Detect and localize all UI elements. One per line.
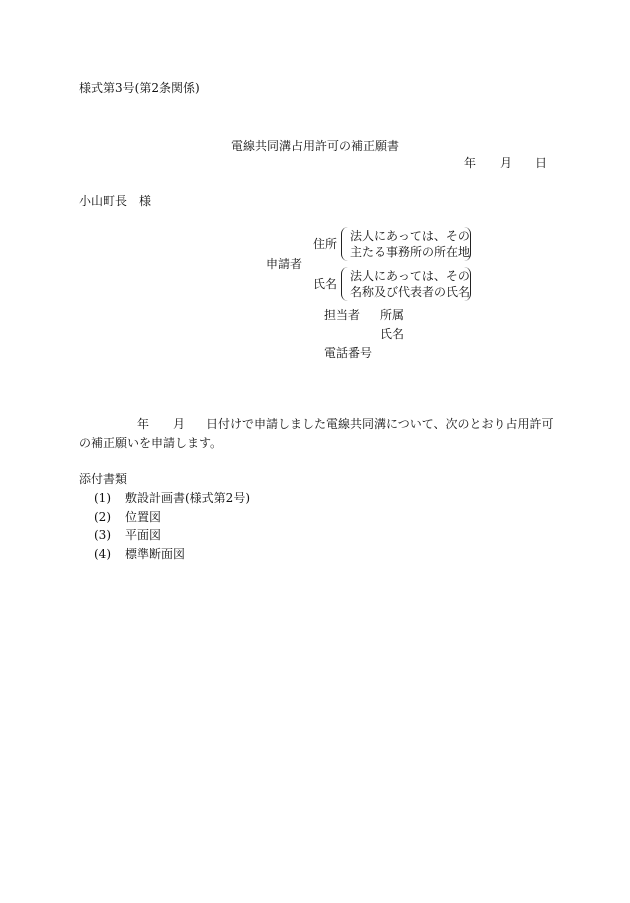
body-year: 年 [137, 417, 150, 431]
document-title: 電線共同溝占用許可の補正願書 [231, 139, 400, 153]
form-number: 様式第3号(第2条関係) [79, 81, 200, 95]
attachment-item: 標準断面図 [125, 547, 186, 561]
date-day: 日 [535, 156, 548, 170]
contact-name-label: 氏名 [380, 327, 405, 341]
attachment-item: 敷設計画書(様式第2号) [125, 491, 250, 505]
address-note-line: 法人にあっては、その [350, 229, 470, 243]
address-note-bracket [341, 227, 471, 261]
name-note-line: 名称及び代表者の氏名 [350, 285, 471, 299]
date-month: 月 [500, 156, 513, 170]
phone-label: 電話番号 [324, 346, 373, 360]
contact-label: 担当者 [324, 308, 361, 322]
applicant-label: 申請者 [266, 257, 303, 271]
attachment-number: (1) [94, 491, 111, 505]
dept-label: 所属 [380, 308, 405, 322]
attachments-heading: 添付書類 [79, 472, 128, 486]
attachment-number: (3) [94, 528, 111, 542]
attachment-item: 位置図 [125, 510, 162, 524]
attachment-number: (2) [94, 510, 111, 524]
date-year: 年 [464, 156, 477, 170]
name-label: 氏名 [313, 277, 338, 291]
addressee: 小山町長 様 [79, 194, 152, 208]
body-line1: 日付けで申請しました電線共同溝について、次のとおり占用許可 [206, 417, 554, 431]
address-label: 住所 [313, 237, 338, 251]
body-month: 月 [173, 417, 186, 431]
name-note-line: 法人にあっては、その [350, 269, 470, 283]
address-note-line: 主たる事務所の所在地 [350, 245, 471, 259]
attachment-number: (4) [94, 547, 111, 561]
attachment-item: 平面図 [125, 528, 162, 542]
name-note-bracket [341, 267, 471, 301]
body-line2: の補正願いを申請します。 [79, 436, 223, 450]
